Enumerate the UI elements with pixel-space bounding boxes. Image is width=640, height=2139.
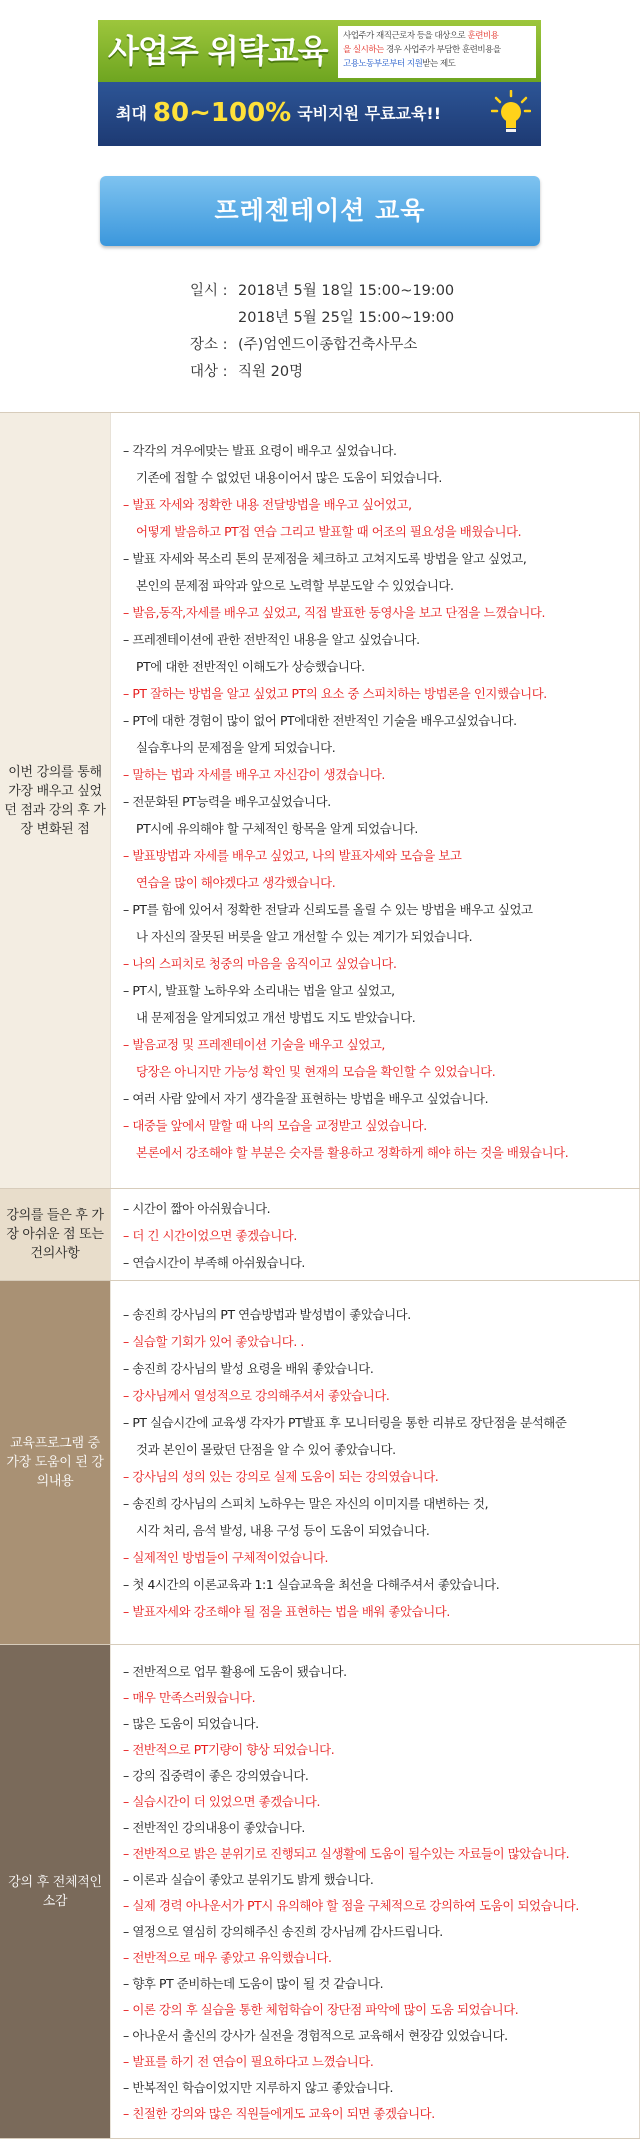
banner-note-line bbox=[343, 57, 531, 71]
feedback-line: – 전반적으로 밝은 분위기로 진행되고 실생활에 도움이 될수있는 자료들이 많았습니다. bbox=[123, 1846, 570, 1861]
feedback-line: – 발표 자세와 목소리 톤의 문제점을 체크하고 고쳐지도록 방법을 알고 싶었고, bbox=[123, 551, 527, 566]
target-label: 대상 : bbox=[190, 364, 228, 380]
banner-subtitle bbox=[116, 98, 441, 128]
event-info bbox=[190, 278, 454, 386]
feedback-line: – 전반적으로 업무 활용에 도움이 됐습니다. bbox=[123, 1664, 347, 1679]
feedback-line: – 반복적인 학습이었지만 지루하지 않고 좋았습니다. bbox=[123, 2080, 393, 2095]
feedback-line: – 송진희 강사님의 스피치 노하우는 말은 자신의 이미지를 대변하는 것, bbox=[123, 1496, 489, 1511]
banner-top bbox=[98, 20, 541, 82]
feedback-line: – 발음,동작,자세를 배우고 싶었고, 직접 발표한 동영사을 보고 단점을 느꼈습니다. bbox=[123, 605, 546, 620]
banner-bottom bbox=[98, 82, 541, 146]
section-body bbox=[110, 1281, 640, 1644]
section-body bbox=[110, 413, 640, 1188]
feedback-line: PT시에 유의해야 할 구체적인 항목을 알게 되었습니다. bbox=[136, 821, 418, 836]
feedback-line: – PT에 대한 경험이 많이 없어 PT에대한 전반적인 기술을 배우고싶었습니다. bbox=[123, 713, 517, 728]
banner-note bbox=[338, 26, 536, 78]
feedback-line: – 전문화된 PT능력을 배우고싶었습니다. bbox=[123, 794, 331, 809]
feedback-line: – 프레젠테이션에 관한 전반적인 내용을 알고 싶었습니다. bbox=[123, 632, 420, 647]
date-label: 일시 : bbox=[190, 283, 228, 299]
feedback-line: – 열정으로 열심히 강의해주신 송진희 강사님께 감사드립니다. bbox=[123, 1924, 443, 1939]
banner-sub-prefix: 최대 bbox=[116, 104, 147, 123]
promo-banner[interactable] bbox=[98, 20, 541, 146]
feedback-line: – 여러 사람 앞에서 자기 생각을잘 표현하는 방법을 배우고 싶었습니다. bbox=[123, 1091, 489, 1106]
banner-sub-suffix: 국비지원 무료교육!! bbox=[297, 104, 442, 123]
banner-note-segment: 을 실시하는 bbox=[343, 45, 386, 55]
feedback-line: – 발표를 하기 전 연습이 필요하다고 느꼈습니다. bbox=[123, 2054, 374, 2069]
feedback-line: – 아나운서 출신의 강사가 실전을 경험적으로 교육해서 현장감 있었습니다. bbox=[123, 2028, 508, 2043]
section-most-helpful bbox=[0, 1280, 640, 1644]
date-value-1: 2018년 5월 18일 15:00~19:00 bbox=[238, 283, 455, 299]
place-label: 장소 : bbox=[190, 337, 228, 353]
feedback-line: – 전반적인 강의내용이 좋았습니다. bbox=[123, 1820, 305, 1835]
info-date-row bbox=[190, 278, 454, 305]
feedback-line: PT에 대한 전반적인 이해도가 상승했습니다. bbox=[136, 659, 365, 674]
feedback-line: – 이론과 실습이 좋았고 분위기도 밝게 했습니다. bbox=[123, 1872, 374, 1887]
banner-note-segment: 받는 제도 bbox=[422, 59, 456, 69]
section-body bbox=[110, 1645, 640, 2139]
feedback-line: – 전반적으로 매우 좋았고 유익했습니다. bbox=[123, 1950, 332, 1965]
feedback-line: – 발음교정 및 프레젠테이션 기술을 배우고 싶었고, bbox=[123, 1037, 385, 1052]
section-label: 교육프로그램 중 가장 도움이 된 강의내용 bbox=[0, 1281, 110, 1644]
place-value: (주)엄엔드이종합건축사무소 bbox=[238, 337, 418, 353]
feedback-line: 내 문제점을 알게되었고 개선 방법도 지도 받았습니다. bbox=[136, 1010, 416, 1025]
feedback-line: – 나의 스피치로 청중의 마음을 움직이고 싶었습니다. bbox=[123, 956, 397, 971]
feedback-line: – 첫 4시간의 이론교육과 1:1 실습교육을 최선을 다해주셔서 좋았습니다. bbox=[123, 1577, 500, 1592]
feedback-line: 연습을 많이 해야겠다고 생각했습니다. bbox=[136, 875, 336, 890]
feedback-line: – 발표자세와 강조해야 될 점을 표현하는 법을 배워 좋았습니다. bbox=[123, 1604, 450, 1619]
banner-note-segment: 훈련비용 bbox=[467, 31, 499, 41]
feedback-line: – 실제적인 방법들이 구체적이었습니다. bbox=[123, 1550, 329, 1565]
section-label: 이번 강의를 통해 가장 배우고 싶었던 점과 강의 후 가장 변화된 점 bbox=[0, 413, 110, 1188]
feedback-line: – 강의 집중력이 좋은 강의였습니다. bbox=[123, 1768, 309, 1783]
section-regrets-suggestions bbox=[0, 1188, 640, 1280]
feedback-line: 본인의 문제점 파악과 앞으로 노력할 부분도알 수 있었습니다. bbox=[136, 578, 454, 593]
banner-note-line bbox=[343, 43, 531, 57]
feedback-line: 시각 처리, 음석 발성, 내용 구성 등이 도움이 되었습니다. bbox=[136, 1523, 430, 1538]
feedback-line: – PT 잘하는 방법을 알고 싶었고 PT의 요소 중 스피치하는 방법론을 인지했습니다. bbox=[123, 686, 547, 701]
feedback-line: – 강사님의 성의 있는 강의로 실제 도움이 되는 강의였습니다. bbox=[123, 1469, 439, 1484]
page-title: 프레젠테이션 교육 bbox=[214, 196, 426, 225]
feedback-line: – 더 긴 시간이었으면 좋겠습니다. bbox=[123, 1228, 297, 1243]
target-value: 직원 20명 bbox=[238, 364, 304, 380]
feedback-line: – 실제 경력 아나운서가 PT시 유의해야 할 점을 구체적으로 강의하여 도움이 되었습니다. bbox=[123, 1898, 579, 1913]
banner-note-segment: 고용노동부로부터 지원 bbox=[343, 59, 423, 69]
banner-note-segment: 경우 사업주가 부담한 훈련비용을 bbox=[385, 45, 501, 55]
feedback-line: 어떻게 발음하고 PT접 연습 그리고 발표할 때 어조의 필요성을 배웠습니다. bbox=[136, 524, 522, 539]
page-title-banner bbox=[100, 176, 540, 246]
feedback-line: 것과 본인이 몰랐던 단점을 알 수 있어 좋았습니다. bbox=[136, 1442, 396, 1457]
banner-percentage: 80~100% bbox=[152, 98, 292, 128]
feedback-line: – 이론 강의 후 실습을 통한 체험학습이 장단점 파악에 많이 도움 되었습니다. bbox=[123, 2002, 519, 2017]
feedback-line: – 각각의 겨우에맞는 발표 요령이 배우고 싶었습니다. bbox=[123, 443, 397, 458]
feedback-line: – 전반적으로 PT기량이 향상 되었습니다. bbox=[123, 1742, 335, 1757]
feedback-line: – 발표 자세와 정확한 내용 전달방법을 배우고 싶어었고, bbox=[123, 497, 412, 512]
feedback-line: – 향후 PT 준비하는데 도움이 많이 될 것 같습니다. bbox=[123, 1976, 384, 1991]
feedback-line: – 실습시간이 더 있었으면 좋겠습니다. bbox=[123, 1794, 321, 1809]
section-learning-changes bbox=[0, 412, 640, 1188]
feedback-line: – PT시, 발표할 노하우와 소리내는 법을 알고 싶었고, bbox=[123, 983, 395, 998]
banner-title: 사업주 위탁교육 bbox=[108, 32, 328, 70]
feedback-line: – 많은 도움이 되었습니다. bbox=[123, 1716, 259, 1731]
feedback-line: 본론에서 강조해야 할 부분은 숫자를 활용하고 정확하게 해야 하는 것을 배웠습니다. bbox=[136, 1145, 569, 1160]
feedback-line: – 시간이 짧아 아쉬웠습니다. bbox=[123, 1201, 271, 1216]
banner-note-line bbox=[343, 29, 531, 43]
section-overall-impression bbox=[0, 1644, 640, 2139]
feedback-line: – PT 실습시간에 교육생 각자가 PT발표 후 모니터링을 통한 리뷰로 장단점을 분석해준 bbox=[123, 1415, 567, 1430]
section-body bbox=[110, 1189, 640, 1280]
date-value-2: 2018년 5월 25일 15:00~19:00 bbox=[238, 310, 455, 326]
section-label: 강의 후 전체적인 소감 bbox=[0, 1645, 110, 2139]
feedback-line: 나 자신의 잘못된 버릇을 알고 개선할 수 있는 계기가 되었습니다. bbox=[136, 929, 473, 944]
feedback-line: – PT를 함에 있어서 정확한 전달과 신뢰도를 올릴 수 있는 방법을 배우고 싶었고 bbox=[123, 902, 533, 917]
feedback-line: 당장은 아니지만 가능성 확인 및 현재의 모습을 확인할 수 있었습니다. bbox=[136, 1064, 496, 1079]
info-place-row bbox=[190, 332, 454, 359]
banner-note-segment: 사업주가 재직근로자 등을 대상으로 bbox=[343, 31, 468, 41]
feedback-line: – 말하는 법과 자세를 배우고 자신감이 생겼습니다. bbox=[123, 767, 385, 782]
feedback-line: – 송진희 강사님의 PT 연습방법과 발성법이 좋았습니다. bbox=[123, 1307, 411, 1322]
feedback-line: – 송진희 강사님의 발성 요령을 배워 좋았습니다. bbox=[123, 1361, 374, 1376]
feedback-line: – 대중들 앞에서 말할 때 나의 모습을 교정받고 싶었습니다. bbox=[123, 1118, 427, 1133]
section-label: 강의를 들은 후 가장 아쉬운 점 또는 건의사항 bbox=[0, 1189, 110, 1280]
feedback-line: – 연습시간이 부족해 아쉬웠습니다. bbox=[123, 1255, 305, 1270]
feedback-line: – 친절한 강의와 많은 직원들에게도 교육이 되면 좋겠습니다. bbox=[123, 2106, 435, 2121]
feedback-line: 기존에 접할 수 없었던 내용이어서 많은 도움이 되었습니다. bbox=[136, 470, 442, 485]
info-target-row bbox=[190, 359, 454, 386]
feedback-line: 실습후나의 문제점을 알게 되었습니다. bbox=[136, 740, 336, 755]
feedback-line: – 발표방법과 자세를 배우고 싶었고, 나의 발표자세와 모습을 보고 bbox=[123, 848, 462, 863]
info-date-row-2 bbox=[190, 305, 454, 332]
feedback-line: – 실습할 기회가 있어 좋았습니다. . bbox=[123, 1334, 304, 1349]
lightbulb-icon bbox=[491, 90, 531, 136]
feedback-line: – 매우 만족스러웠습니다. bbox=[123, 1690, 256, 1705]
feedback-line: – 강사님께서 열성적으로 강의해주셔서 좋았습니다. bbox=[123, 1388, 390, 1403]
